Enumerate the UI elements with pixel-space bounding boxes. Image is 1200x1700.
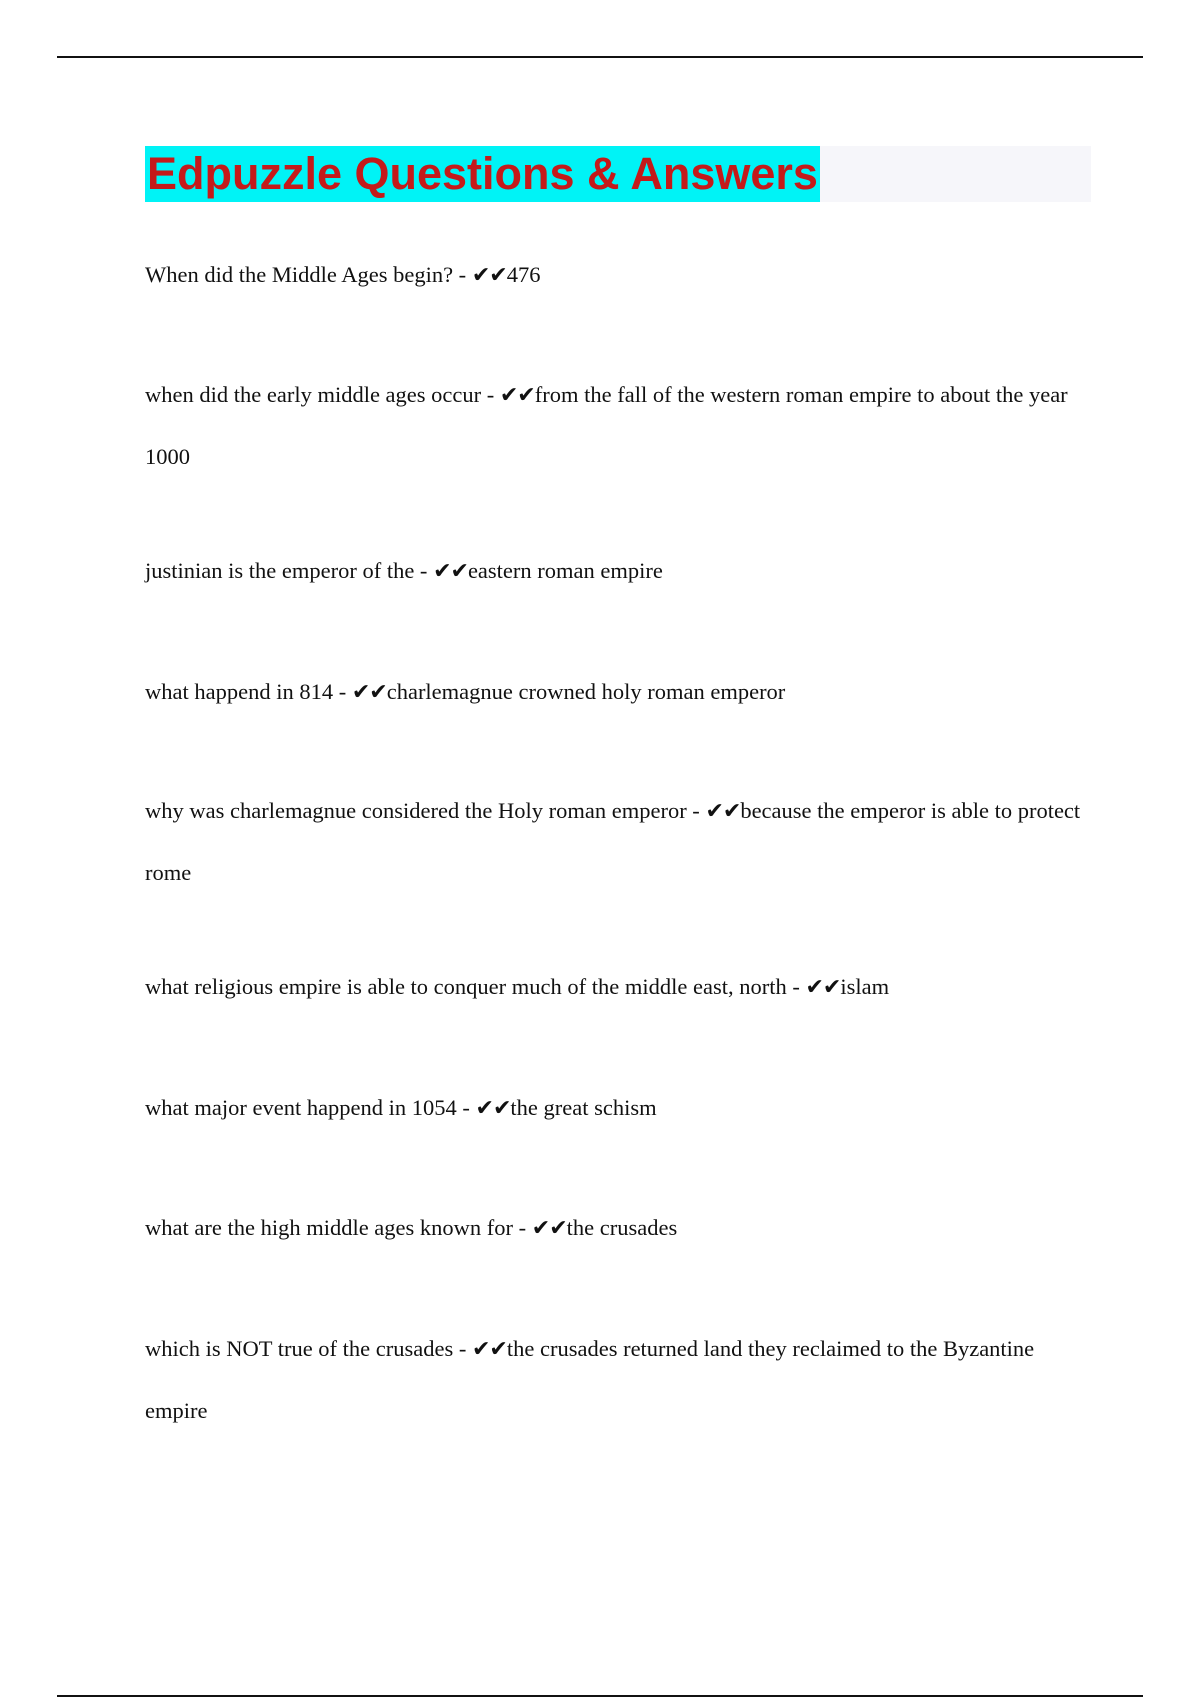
answer-text: because the emperor is able to protect rome xyxy=(145,798,1081,885)
question-text: justinian is the emperor of the - xyxy=(145,558,434,583)
question-text: why was charlemagnue considered the Holy roman emperor - xyxy=(145,798,706,823)
qa-item xyxy=(145,956,1085,1018)
question-text: what major event happend in 1054 - xyxy=(145,1095,476,1120)
answer-text: from the fall of the western roman empire to about the year 1000 xyxy=(145,382,1068,469)
answer-text: 476 xyxy=(506,262,541,287)
header-rule xyxy=(57,56,1143,58)
check-icon: ✔✔ xyxy=(805,975,841,1000)
question-text: which is NOT true of the crusades - xyxy=(145,1336,472,1361)
qa-item xyxy=(145,1077,1085,1139)
answer-text: islam xyxy=(840,974,890,999)
check-icon: ✔✔ xyxy=(472,1337,507,1362)
answer-text: the crusades xyxy=(566,1215,678,1240)
qa-item xyxy=(145,780,1085,903)
qa-item xyxy=(145,364,1085,487)
check-icon: ✔✔ xyxy=(433,559,468,584)
qa-item xyxy=(145,1197,1085,1259)
question-text: what are the high middle ages known for - xyxy=(145,1215,532,1240)
check-icon: ✔✔ xyxy=(499,383,535,408)
qa-item xyxy=(145,244,1085,306)
question-text: When did the Middle Ages begin? - xyxy=(145,262,472,287)
check-icon: ✔✔ xyxy=(705,799,741,824)
question-text: what happend in 814 - xyxy=(145,679,352,704)
check-icon: ✔✔ xyxy=(475,1096,511,1121)
qa-item xyxy=(145,540,1085,602)
qa-item xyxy=(145,661,1085,723)
check-icon: ✔✔ xyxy=(531,1216,567,1241)
answer-text: the crusades returned land they reclaimed to the Byzantine empire xyxy=(145,1336,1035,1423)
footer-rule xyxy=(57,1695,1143,1697)
qa-item xyxy=(145,1318,1085,1441)
check-icon: ✔✔ xyxy=(471,263,507,288)
answer-text: charlemagnue crowned holy roman emperor xyxy=(386,679,786,704)
answer-text: the great schism xyxy=(510,1095,657,1120)
question-text: when did the early middle ages occur - xyxy=(145,382,500,407)
answer-text: eastern roman empire xyxy=(467,558,663,583)
question-text: what religious empire is able to conquer much of the middle east, north - xyxy=(145,974,806,999)
check-icon: ✔✔ xyxy=(351,680,387,705)
page-title: Edpuzzle Questions & Answers xyxy=(145,146,820,202)
